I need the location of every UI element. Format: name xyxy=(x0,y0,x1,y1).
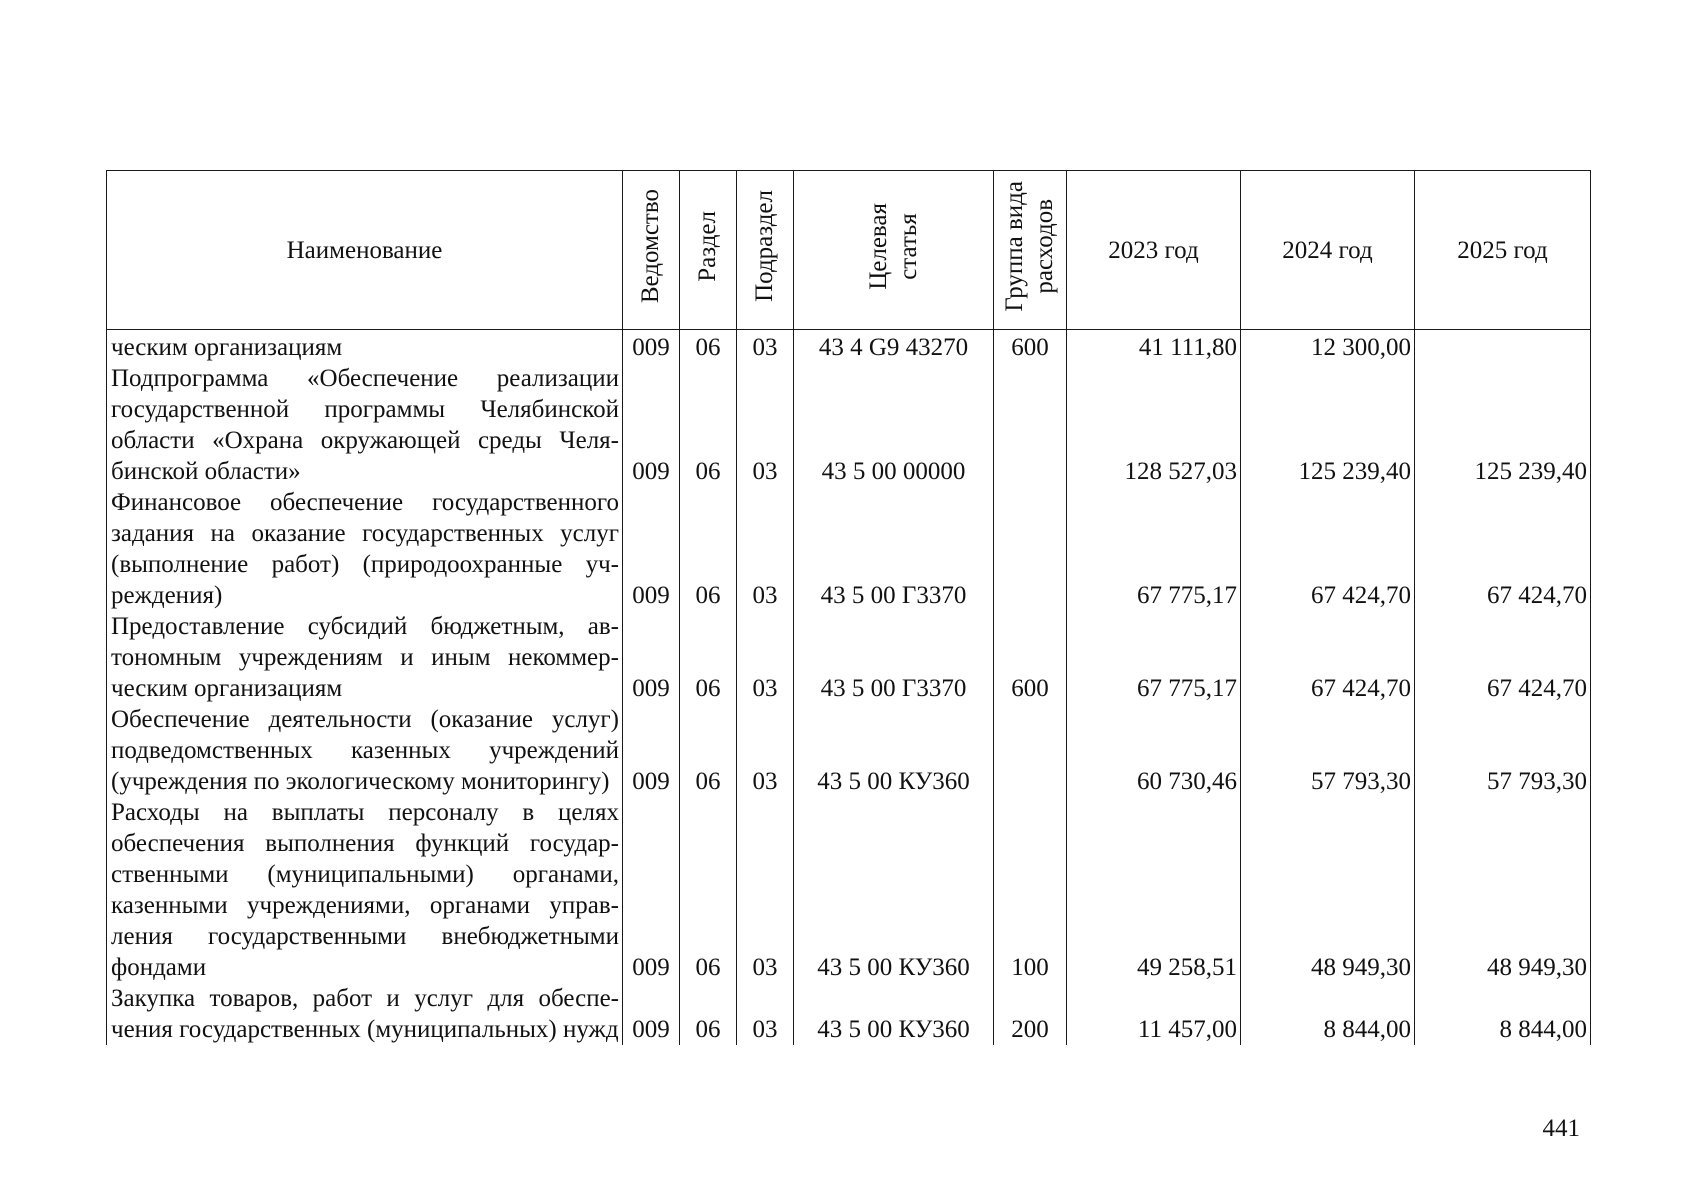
cell-name: Подпрограмма «Обеспечение реализации государственной программы Челябинской области «Охрана окружающей среды Челябинской области» xyxy=(107,363,623,487)
cell-year-2024: 48 949,30 xyxy=(1241,797,1415,983)
table-row xyxy=(107,363,1591,487)
cell-year-2023: 67 775,17 xyxy=(1067,487,1241,611)
cell-name: Финансовое обеспечение государственного задания на оказание государственных услуг (выполнение работ) (природоохранные учреждения) xyxy=(107,487,623,611)
cell-expense-group: 200 xyxy=(994,983,1067,1045)
cell-target-article: 43 4 G9 43270 xyxy=(794,330,994,364)
cell-subsection: 03 xyxy=(737,363,794,487)
header-subsection: Подраздел xyxy=(737,171,794,330)
cell-expense-group xyxy=(994,487,1067,611)
cell-year-2023: 49 258,51 xyxy=(1067,797,1241,983)
header-department: Ведомство xyxy=(623,171,680,330)
cell-expense-group: 600 xyxy=(994,611,1067,704)
cell-year-2023: 60 730,46 xyxy=(1067,704,1241,797)
cell-target-article: 43 5 00 КУ360 xyxy=(794,797,994,983)
header-name: Наименование xyxy=(107,171,623,330)
cell-target-article: 43 5 00 КУ360 xyxy=(794,983,994,1045)
cell-subsection: 03 xyxy=(737,611,794,704)
table-header-row xyxy=(107,171,1591,330)
table-row xyxy=(107,704,1591,797)
cell-year-2024: 57 793,30 xyxy=(1241,704,1415,797)
cell-year-2024: 67 424,70 xyxy=(1241,487,1415,611)
table-row xyxy=(107,983,1591,1045)
cell-target-article: 43 5 00 Г3370 xyxy=(794,611,994,704)
cell-year-2023: 128 527,03 xyxy=(1067,363,1241,487)
cell-year-2025: 67 424,70 xyxy=(1415,611,1591,704)
cell-name: Предоставление субсидий бюджетным, автономным учреждениям и иным некоммерческим организациям xyxy=(107,611,623,704)
cell-section: 06 xyxy=(680,363,737,487)
cell-section: 06 xyxy=(680,487,737,611)
cell-year-2024: 125 239,40 xyxy=(1241,363,1415,487)
cell-year-2023: 41 111,80 xyxy=(1067,330,1241,364)
cell-department: 009 xyxy=(623,611,680,704)
cell-target-article: 43 5 00 00000 xyxy=(794,363,994,487)
cell-department: 009 xyxy=(623,330,680,364)
cell-subsection: 03 xyxy=(737,797,794,983)
cell-year-2024: 12 300,00 xyxy=(1241,330,1415,364)
table-row xyxy=(107,797,1591,983)
header-target-article: Целевая статья xyxy=(794,171,994,330)
cell-year-2025: 57 793,30 xyxy=(1415,704,1591,797)
cell-year-2024: 8 844,00 xyxy=(1241,983,1415,1045)
cell-year-2025: 48 949,30 xyxy=(1415,797,1591,983)
cell-year-2024: 67 424,70 xyxy=(1241,611,1415,704)
cell-year-2023: 67 775,17 xyxy=(1067,611,1241,704)
header-year-2023: 2023 год xyxy=(1067,171,1241,330)
cell-name: Обеспечение деятельности (оказание услуг) подведомственных казенных учреждений (учреждения по экологическому мониторингу) xyxy=(107,704,623,797)
cell-subsection: 03 xyxy=(737,487,794,611)
cell-target-article: 43 5 00 КУ360 xyxy=(794,704,994,797)
cell-name: Расходы на выплаты персоналу в целях обеспечения выполнения функций государственными (муниципальными) органами, казенными учреждениями, органами управления государственными внебюджетными фондами xyxy=(107,797,623,983)
header-year-2025: 2025 год xyxy=(1415,171,1591,330)
cell-name: Закупка товаров, работ и услуг для обеспечения государственных (муниципальных) нужд xyxy=(107,983,623,1045)
cell-expense-group xyxy=(994,363,1067,487)
header-year-2024: 2024 год xyxy=(1241,171,1415,330)
cell-year-2025: 8 844,00 xyxy=(1415,983,1591,1045)
table-row xyxy=(107,487,1591,611)
cell-year-2025 xyxy=(1415,330,1591,364)
cell-section: 06 xyxy=(680,704,737,797)
cell-expense-group xyxy=(994,704,1067,797)
cell-department: 009 xyxy=(623,983,680,1045)
cell-name: ческим организациям xyxy=(107,330,623,364)
cell-section: 06 xyxy=(680,611,737,704)
cell-department: 009 xyxy=(623,363,680,487)
header-expense-group: Группа вида расходов xyxy=(994,171,1067,330)
budget-table xyxy=(106,170,1591,1045)
table-body xyxy=(107,330,1591,1046)
cell-department: 009 xyxy=(623,797,680,983)
cell-section: 06 xyxy=(680,797,737,983)
cell-subsection: 03 xyxy=(737,704,794,797)
page-number: 441 xyxy=(1542,1115,1580,1142)
cell-year-2025: 125 239,40 xyxy=(1415,363,1591,487)
cell-year-2023: 11 457,00 xyxy=(1067,983,1241,1045)
cell-subsection: 03 xyxy=(737,983,794,1045)
header-section: Раздел xyxy=(680,171,737,330)
table-row xyxy=(107,330,1591,364)
cell-section: 06 xyxy=(680,330,737,364)
cell-year-2025: 67 424,70 xyxy=(1415,487,1591,611)
cell-section: 06 xyxy=(680,983,737,1045)
cell-department: 009 xyxy=(623,487,680,611)
table-row xyxy=(107,611,1591,704)
cell-expense-group: 100 xyxy=(994,797,1067,983)
cell-target-article: 43 5 00 Г3370 xyxy=(794,487,994,611)
cell-expense-group: 600 xyxy=(994,330,1067,364)
cell-subsection: 03 xyxy=(737,330,794,364)
cell-department: 009 xyxy=(623,704,680,797)
